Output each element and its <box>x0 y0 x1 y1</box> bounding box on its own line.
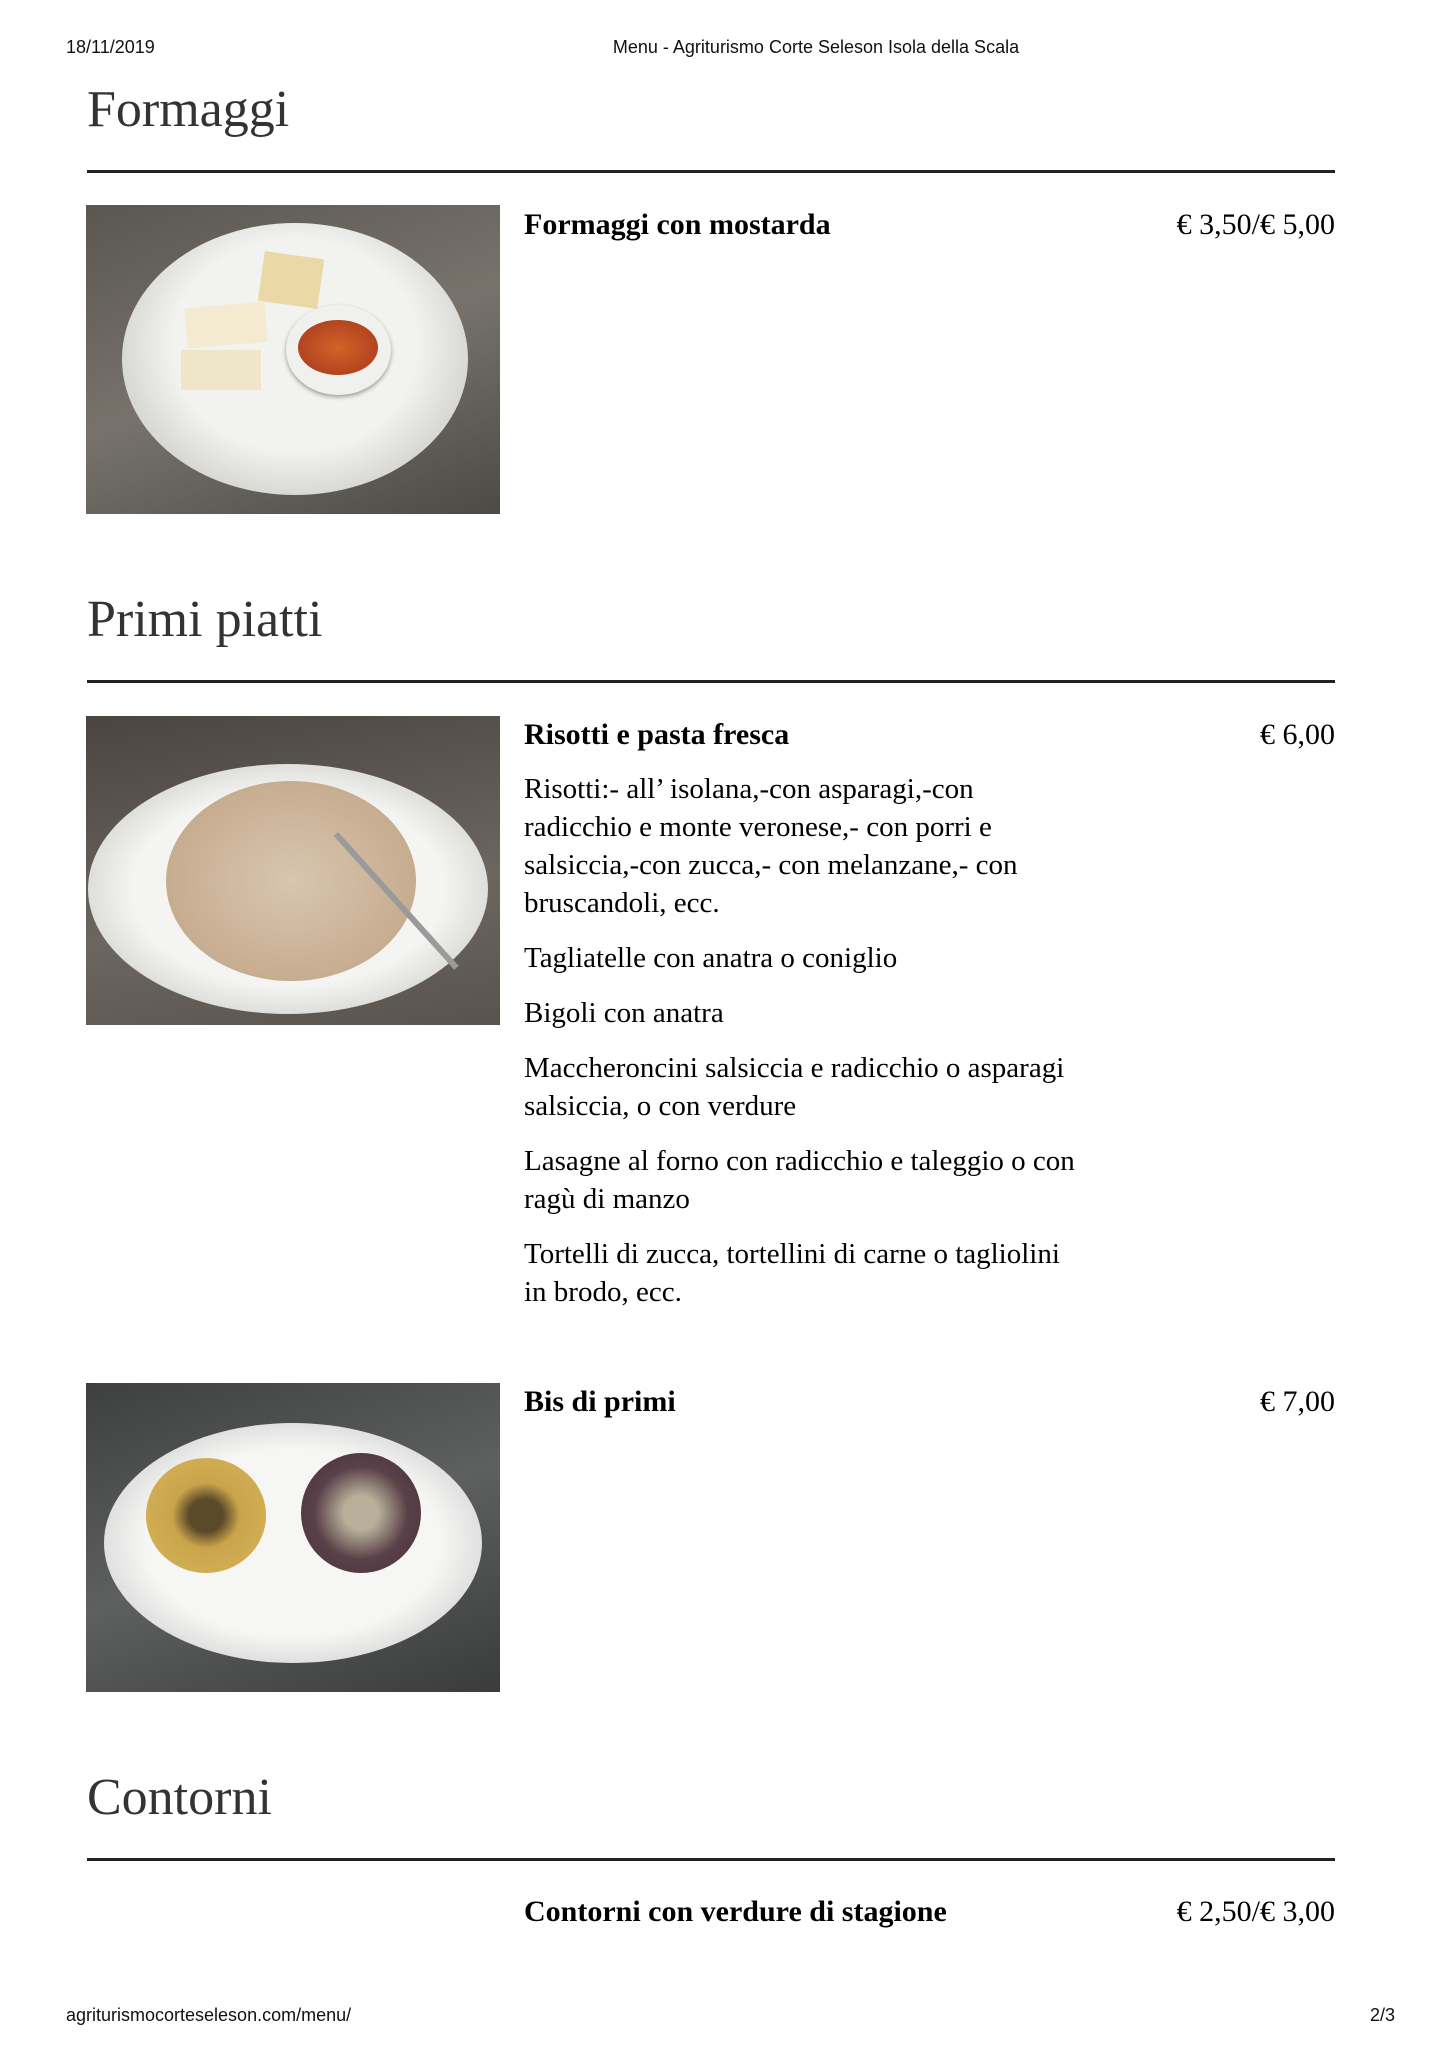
cheese-slice <box>181 350 261 390</box>
formaggi-photo <box>86 205 500 514</box>
section-title-contorni: Contorni <box>87 1769 272 1826</box>
print-title: Menu - Agriturismo Corte Seleson Isola della Scala <box>612 37 1020 57</box>
item-price: € 3,50/€ 5,00 <box>1176 208 1335 241</box>
item-price: € 6,00 <box>1260 718 1335 751</box>
description-line: Bigoli con anatra <box>524 997 724 1029</box>
item-price: € 7,00 <box>1260 1385 1335 1418</box>
description-line: Lasagne al forno con radicchio e taleggio o con ragù di manzo <box>524 1145 1075 1215</box>
item-name: Risotti e pasta fresca <box>524 718 790 751</box>
description-line: Tortelli di zucca, tortellini di carne o tagliolini in brodo, ecc. <box>524 1238 1060 1308</box>
cheese-slice <box>258 251 324 309</box>
print-url: agriturismocorteseleson.com/menu/ <box>66 2005 352 2025</box>
description-line: Tagliatelle con anatra o coniglio <box>524 942 898 974</box>
page-number: 2/3 <box>1369 2005 1395 2025</box>
section-divider <box>87 680 1335 683</box>
bis-di-primi-photo <box>86 1383 500 1692</box>
tagliatelle <box>146 1458 266 1573</box>
print-date: 18/11/2019 <box>66 37 155 57</box>
item-price: € 2,50/€ 3,00 <box>1176 1895 1335 1928</box>
section-divider <box>87 170 1335 173</box>
section-title-primi-piatti: Primi piatti <box>87 591 323 648</box>
item-name: Bis di primi <box>524 1385 676 1418</box>
mostarda <box>298 320 378 375</box>
description-line: Maccheroncini salsiccia e radicchio o asparagi salsiccia, o con verdure <box>524 1052 1065 1122</box>
risotto <box>301 1453 421 1573</box>
cheese-slice <box>184 302 267 349</box>
risotto-photo <box>86 716 500 1025</box>
item-name: Contorni con verdure di stagione <box>524 1895 947 1928</box>
item-name: Formaggi con mostarda <box>524 208 831 241</box>
section-divider <box>87 1858 1335 1861</box>
section-title-formaggi: Formaggi <box>87 81 290 138</box>
item-description <box>524 770 1084 1328</box>
description-line: Risotti:- all’ isolana,-con asparagi,-con radicchio e monte veronese,- con porri e salsiccia,-con zucca,- con melanzane,- con bruscandoli, ecc. <box>524 773 1018 919</box>
